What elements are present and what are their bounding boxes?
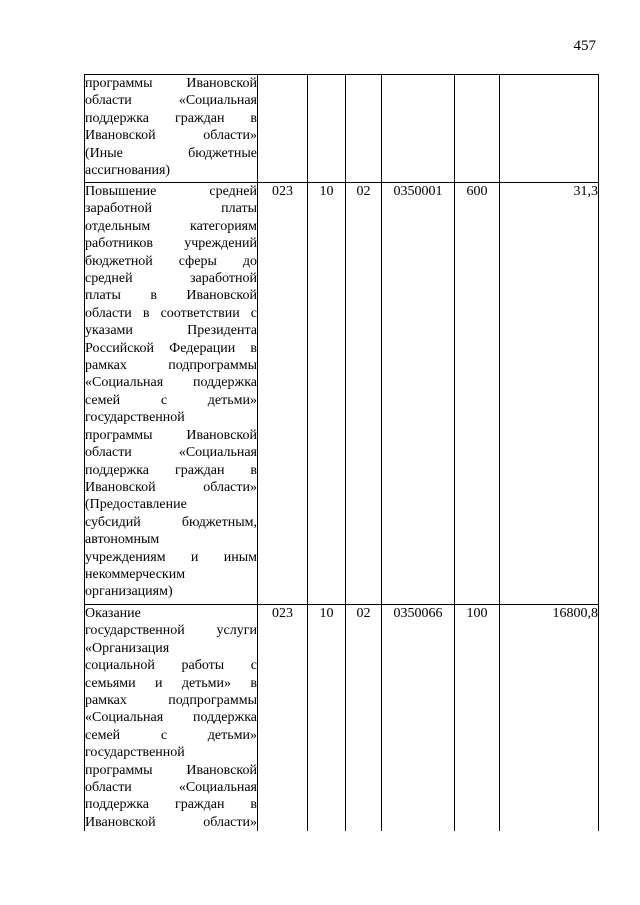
description-line: программы Ивановской [85, 76, 257, 91]
description-line: некоммерческим [85, 566, 186, 582]
page-number: 457 [573, 38, 596, 54]
description-line: работников учреждений [85, 236, 257, 252]
description-line: области «Социальная [85, 445, 257, 461]
description-line: семей с детьми» [85, 392, 257, 408]
description-line: Оказание [85, 606, 141, 621]
description-line: (Иные бюджетные [85, 145, 257, 161]
section-code-cell [308, 75, 346, 183]
target-article-cell [382, 75, 455, 183]
description-line: отдельным категориям [85, 218, 257, 234]
description-line: социальной работы с [85, 658, 257, 674]
target-article-cell: 0350066 [382, 605, 455, 832]
grbs-code-cell [258, 75, 308, 183]
subsection-code-cell [346, 75, 382, 183]
description-line: платы в Ивановской [85, 288, 257, 304]
budget-table [84, 74, 599, 831]
description-line: государственной услуги [85, 623, 257, 639]
description-line: средней заработной [85, 271, 257, 287]
description-line: государственной [85, 410, 185, 426]
target-article-cell: 0350001 [382, 183, 455, 605]
description-line: государственной [85, 745, 185, 761]
description-line: поддержка граждан в [85, 797, 257, 813]
description-line: поддержка граждан в [85, 462, 257, 478]
subsection-code-cell: 02 [346, 183, 382, 605]
expense-type-cell [455, 75, 500, 183]
grbs-code-cell: 023 [258, 605, 308, 832]
description-line: рамках подпрограммы [85, 693, 257, 709]
section-code-cell: 10 [308, 605, 346, 832]
description-line: поддержка граждан в [85, 110, 257, 126]
subsection-code-cell: 02 [346, 605, 382, 832]
description-line: области «Социальная [85, 780, 257, 796]
description-line: бюджетной сферы до [85, 253, 257, 269]
description-line: программы Ивановской [85, 427, 257, 443]
description-line: рамках подпрограммы [85, 358, 257, 374]
description-line: Ивановской области» [85, 128, 257, 144]
description-line: семьями и детьми» в [85, 675, 257, 691]
description-line: области в соответствии с [85, 305, 257, 321]
description-line: «Социальная поддержка [85, 375, 257, 391]
amount-cell: 16800,8 [500, 605, 599, 832]
table-row [85, 183, 599, 605]
description-line: организациям) [85, 584, 173, 600]
amount-cell: 31,3 [500, 183, 599, 605]
description-line: Ивановской области» [85, 479, 257, 495]
table-row [85, 75, 599, 183]
description-line: учреждениям и иным [85, 549, 257, 565]
table-row [85, 605, 599, 832]
amount-cell [500, 75, 599, 183]
grbs-code-cell: 023 [258, 183, 308, 605]
description-line: указами Президента [85, 323, 257, 339]
description-line: «Организация [85, 640, 170, 656]
description-line: Ивановской области» [85, 814, 257, 830]
description-line: заработной платы [85, 201, 257, 217]
description-line: области «Социальная [85, 93, 257, 109]
description-cell [85, 75, 258, 183]
description-cell [85, 605, 258, 832]
description-line: Повышение средней [85, 184, 257, 199]
description-line: программы Ивановской [85, 762, 257, 778]
description-line: «Социальная поддержка [85, 710, 257, 726]
description-line: Российской Федерации в [85, 340, 257, 356]
section-code-cell: 10 [308, 183, 346, 605]
description-cell [85, 183, 258, 605]
description-line: субсидий бюджетным, [85, 514, 257, 530]
description-line: ассигнования) [85, 163, 171, 179]
description-line: (Предоставление [85, 497, 187, 513]
expense-type-cell: 100 [455, 605, 500, 832]
description-line: семей с детьми» [85, 727, 257, 743]
description-line: автономным [85, 532, 160, 548]
expense-type-cell: 600 [455, 183, 500, 605]
